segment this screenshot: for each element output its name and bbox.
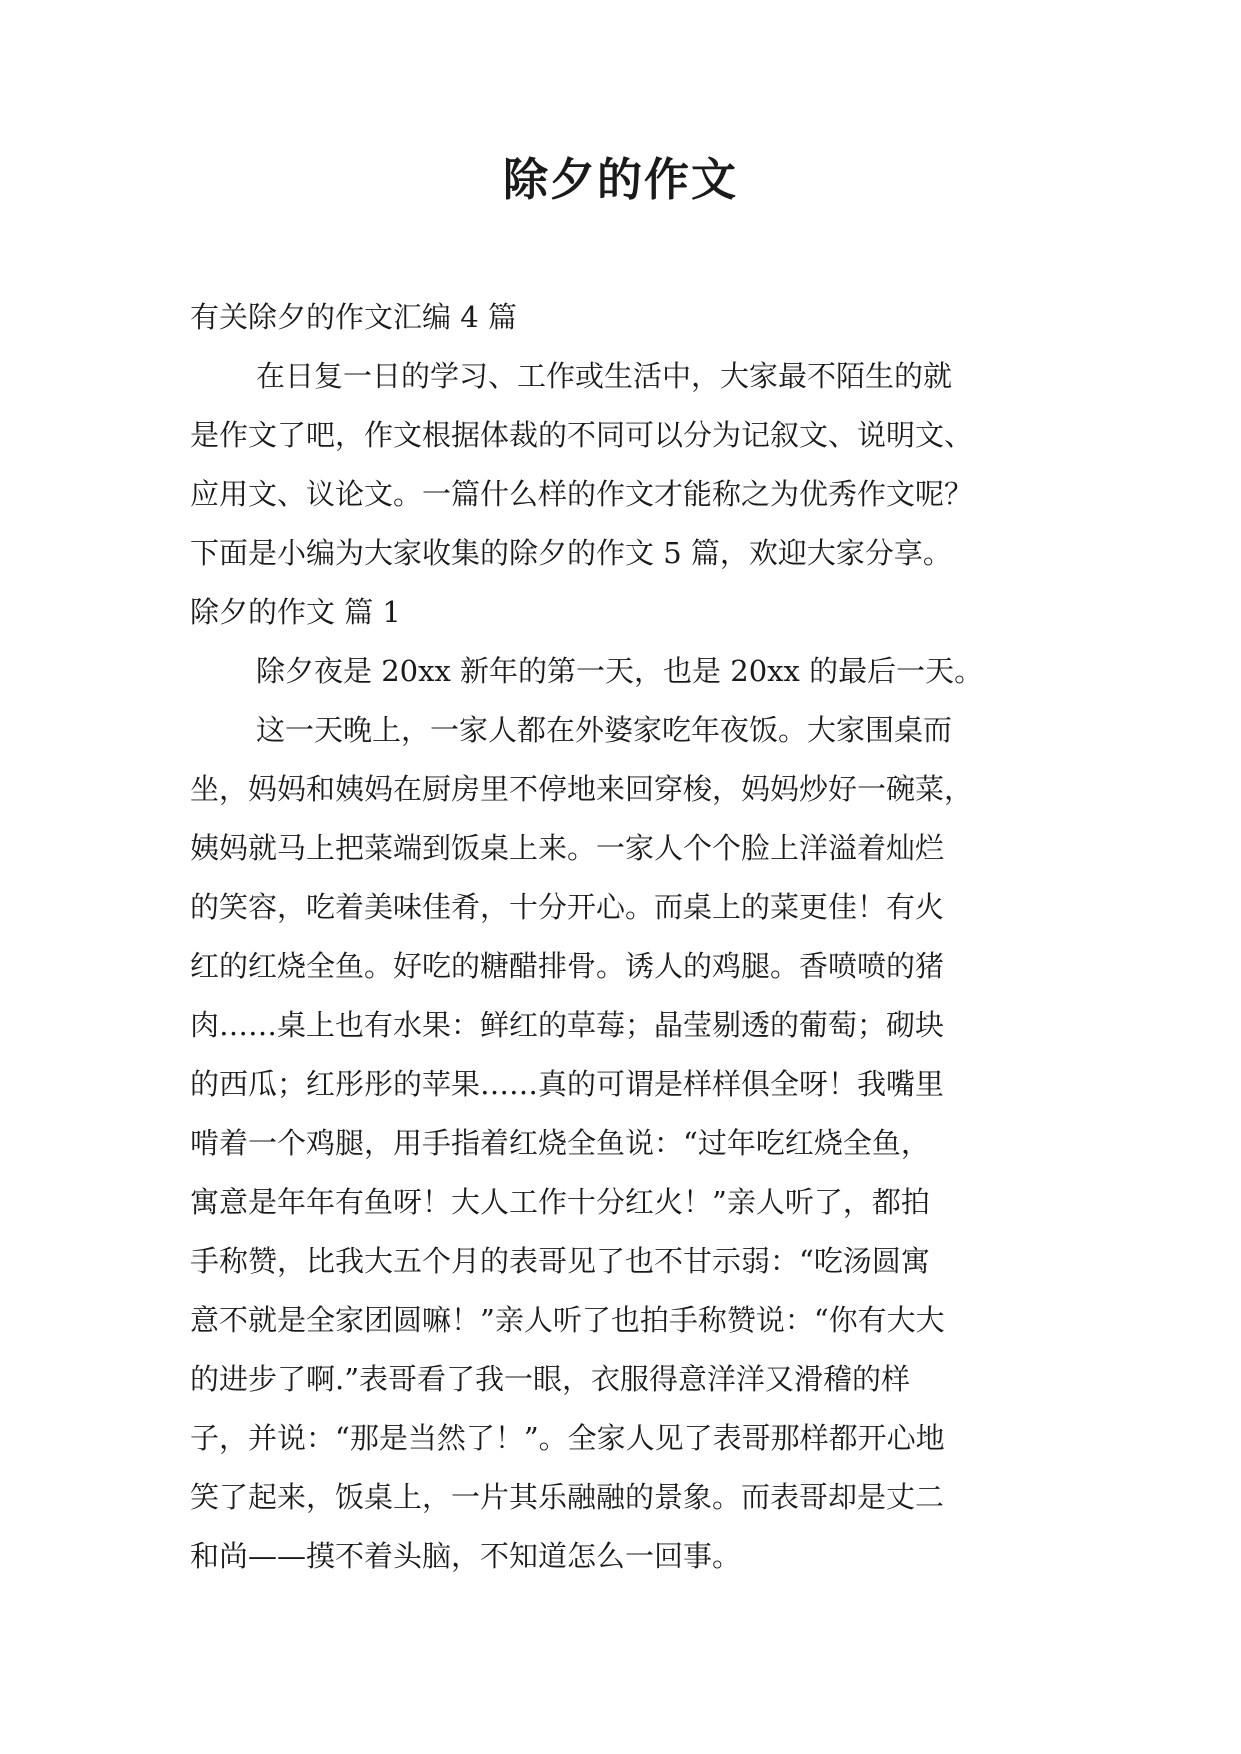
text-line: 啃着一个鸡腿，用手指着红烧全鱼说：“过年吃红烧全鱼， [190,1126,930,1160]
document-body [190,288,1070,1586]
text-line: 下面是小编为大家收集的除夕的作文 5 篇，欢迎大家分享。 [190,536,952,570]
text-line: 意不就是全家团圆嘛！”亲人听了也拍手称赞说：“你有大大 [190,1303,945,1337]
text-line: 红的红烧全鱼。好吃的糖醋排骨。诱人的鸡腿。香喷喷的猪 [190,949,945,983]
text-line: 寓意是年年有鱼呀！大人工作十分红火！”亲人听了，都拍 [190,1185,930,1219]
text-line: 应用文、议论文。一篇什么样的作文才能称之为优秀作文呢？ [190,477,974,511]
text-line: 的笑容，吃着美味佳肴，十分开心。而桌上的菜更佳！有火 [190,890,945,924]
text-line: 肉……桌上也有水果：鲜红的草莓；晶莹剔透的葡萄；砌块 [190,1008,945,1042]
document-title: 除夕的作文 [502,153,738,206]
text-line: 的进步了啊.”表哥看了我一眼，衣服得意洋洋又滑稽的样 [190,1362,911,1396]
text-line: 笑了起来，饭桌上，一片其乐融融的景象。而表哥却是丈二 [190,1480,945,1514]
text-line: 除夕的作文 篇 1 [190,595,401,629]
text-line: 子，并说：“那是当然了！”。全家人见了表哥那样都开心地 [190,1421,945,1455]
text-line: 坐，妈妈和姨妈在厨房里不停地来回穿梭，妈妈炒好一碗菜， [190,772,974,806]
text-line: 的西瓜；红彤彤的苹果……真的可谓是样样俱全呀！我嘴里 [190,1067,945,1101]
text-line: 有关除夕的作文汇编 4 篇 [190,300,517,334]
text-line: 这一天晚上，一家人都在外婆家吃年夜饭。大家围桌而 [256,713,953,747]
text-line: 在日复一日的学习、工作或生活中，大家最不陌生的就 [256,359,953,393]
text-line: 手称赞，比我大五个月的表哥见了也不甘示弱：“吃汤圆寓 [190,1244,930,1278]
text-line: 姨妈就马上把菜端到饭桌上来。一家人个个脸上洋溢着灿烂 [190,831,945,865]
text-line: 和尚——摸不着头脑，不知道怎么一回事。 [190,1539,742,1573]
text-line: 是作文了吧，作文根据体裁的不同可以分为记叙文、说明文、 [190,418,974,452]
text-line: 除夕夜是 20xx 新年的第一天，也是 20xx 的最后一天。 [256,654,984,688]
